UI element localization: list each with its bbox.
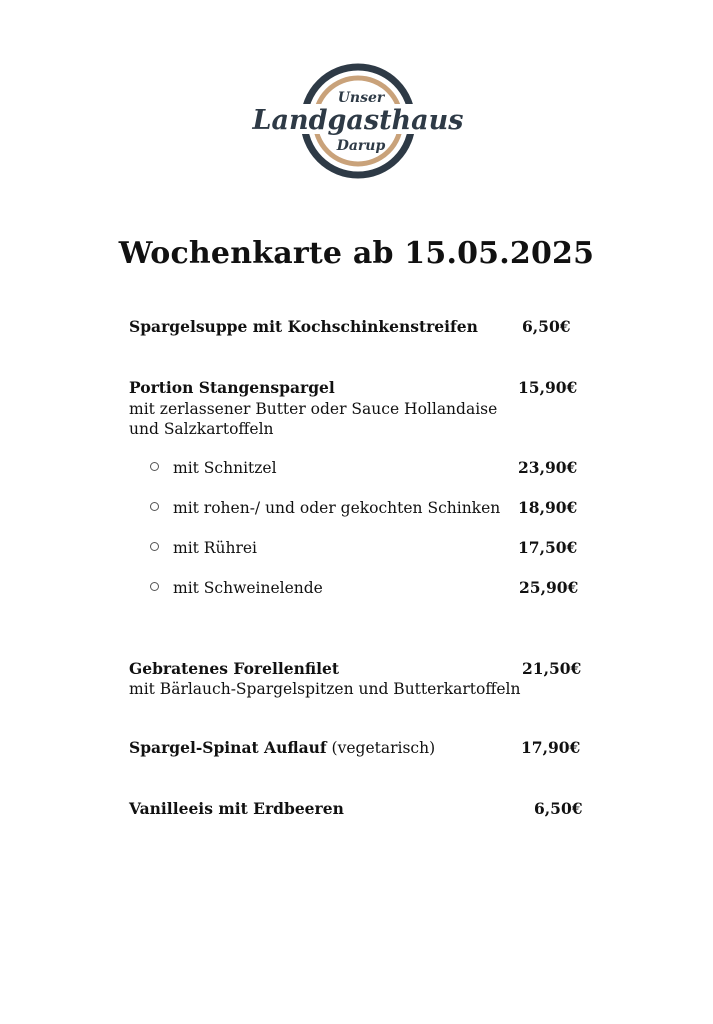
bullet-icon: [150, 502, 159, 511]
menu-item-name: Spargel-Spinat Auflauf: [129, 738, 327, 757]
menu-item-description: und Salzkartoffeln: [129, 420, 274, 438]
option-price: 18,90€: [518, 498, 578, 517]
option-price: 17,50€: [518, 538, 578, 557]
bullet-icon: [150, 462, 159, 471]
menu-item-name-row: [129, 738, 435, 758]
menu-item-description: mit zerlassener Butter oder Sauce Hollandaise: [129, 400, 498, 418]
menu-item-price: 6,50€: [534, 799, 583, 818]
option-label: mit Schnitzel: [173, 459, 277, 477]
option-row: [150, 458, 277, 478]
option-price: 23,90€: [518, 458, 578, 477]
menu-item-price: 17,90€: [521, 738, 581, 757]
option-label: mit Schweinelende: [173, 579, 323, 597]
option-label: mit rohen-/ und oder gekochten Schinken: [173, 499, 501, 517]
menu-item-name: Spargelsuppe mit Kochschinkenstreifen: [129, 317, 478, 336]
menu-item-price: 21,50€: [522, 659, 582, 678]
option-row: [150, 538, 257, 558]
page-title: Wochenkarte ab 15.05.2025: [118, 236, 595, 271]
menu-item-price: 6,50€: [522, 317, 571, 336]
menu-item-name: Vanilleeis mit Erdbeeren: [129, 799, 344, 818]
option-row: [150, 578, 323, 598]
option-price: 25,90€: [519, 578, 579, 597]
menu-item-note: (vegetarisch): [331, 739, 436, 757]
option-row: [150, 498, 500, 518]
menu-item-name: Gebratenes Forellenfilet: [129, 659, 340, 678]
logo-text-landgasthaus: Landgasthaus: [252, 105, 464, 136]
bullet-icon: [150, 582, 159, 591]
bullet-icon: [150, 542, 159, 551]
menu-item-description: mit Bärlauch-Spargelspitzen und Butterkartoffeln: [129, 680, 521, 698]
menu-item-name: Portion Stangenspargel: [129, 378, 335, 397]
logo-text-darup: Darup: [336, 138, 386, 154]
restaurant-logo: [252, 62, 464, 180]
logo-text-unser: Unser: [337, 90, 385, 106]
option-label: mit Rührei: [173, 539, 257, 557]
menu-item-price: 15,90€: [518, 378, 578, 397]
